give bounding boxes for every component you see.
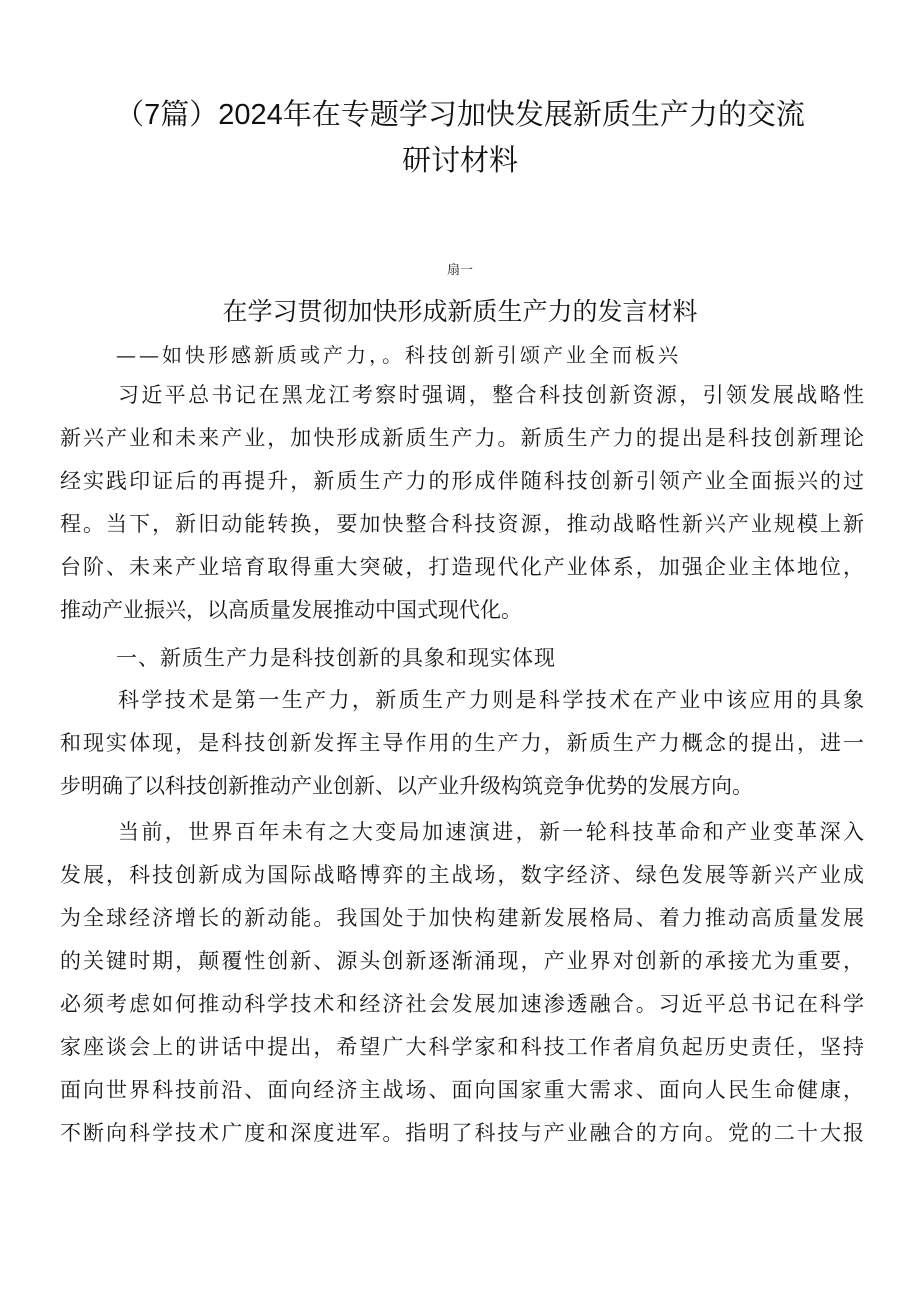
paragraph-3-line: 必须考虑如何推动科学技术和经济社会发展加速渗透融合。习近平总书记在科学 (60, 992, 864, 1016)
document-title-line-1: （7篇）2024年在专题学习加快发展新质生产力的交流 (115, 99, 805, 131)
speech-title: 在学习贯彻加快形成新质生产力的发言材料 (222, 298, 698, 326)
paragraph-3-line: 为全球经济增长的新动能。我国处于加快构建新发展格局、着力推动高质量发展 (60, 906, 864, 930)
paragraph-2-line: 科学技术是第一生产力，新质生产力则是科学技术在产业中该应用的具象 (118, 688, 864, 712)
speech-subtitle: ——如快形感新质或产力，。科技创新引颂产业全而板兴 (116, 343, 681, 367)
paragraph-3-line: 家座谈会上的讲话中提出，希望广大科学家和科技工作者肩负起历史责任，坚持 (60, 1035, 864, 1059)
paragraph-1-line: 习近平总书记在黑龙江考察时强调，整合科技创新资源，引领发展战略性 (118, 383, 864, 407)
paragraph-1-line: 新兴产业和未来产业，加快形成新质生产力。新质生产力的提出是科技创新理论 (60, 426, 864, 450)
part-label: 扇一 (446, 262, 473, 277)
paragraph-3-line: 发展，科技创新成为国际战略博弈的主战场，数字经济、绿色发展等新兴产业成 (60, 863, 864, 887)
paragraph-2-line: 和现实体现，是科技创新发挥主导作用的生产力，新质生产力概念的提出，进一 (60, 731, 864, 755)
paragraph-1-line: 推动产业振兴，以高质量发展推动中国式现代化。 (60, 598, 522, 622)
paragraph-3-line: 的关键时期，颠覆性创新、源头创新逐渐涌现，产业界对创新的承接尤为重要， (60, 949, 864, 973)
paragraph-1-line: 台阶、未来产业培育取得重大突破，打造现代化产业体系，加强企业主体地位， (60, 555, 864, 579)
document-title-line-2: 研讨材料 (401, 145, 518, 177)
paragraph-3-line: 不断向科学技术广度和深度进军。指明了科技与产业融合的方向。党的二十大报 (60, 1121, 864, 1145)
paragraph-1-line: 经实践印证后的再提升，新质生产力的形成伴随科技创新引领产业全面振兴的过 (60, 469, 864, 493)
paragraph-1-line: 程。当下，新旧动能转换，要加快整合科技资源，推动战略性新兴产业规模上新 (60, 512, 864, 536)
paragraph-3-line: 面向世界科技前沿、面向经济主战场、面向国家重大需求、面向人民生命健康， (60, 1078, 864, 1102)
paragraph-3-line: 当前，世界百年未有之大变局加速演进，新一轮科技革命和产业变革深入 (118, 820, 864, 844)
section-heading-1: 一、新质生产力是科技创新的具象和现实体现 (116, 646, 556, 670)
paragraph-2-line: 步明确了以科技创新推动产业创新、以产业升级构筑竞争优势的发展方向。 (60, 774, 753, 798)
